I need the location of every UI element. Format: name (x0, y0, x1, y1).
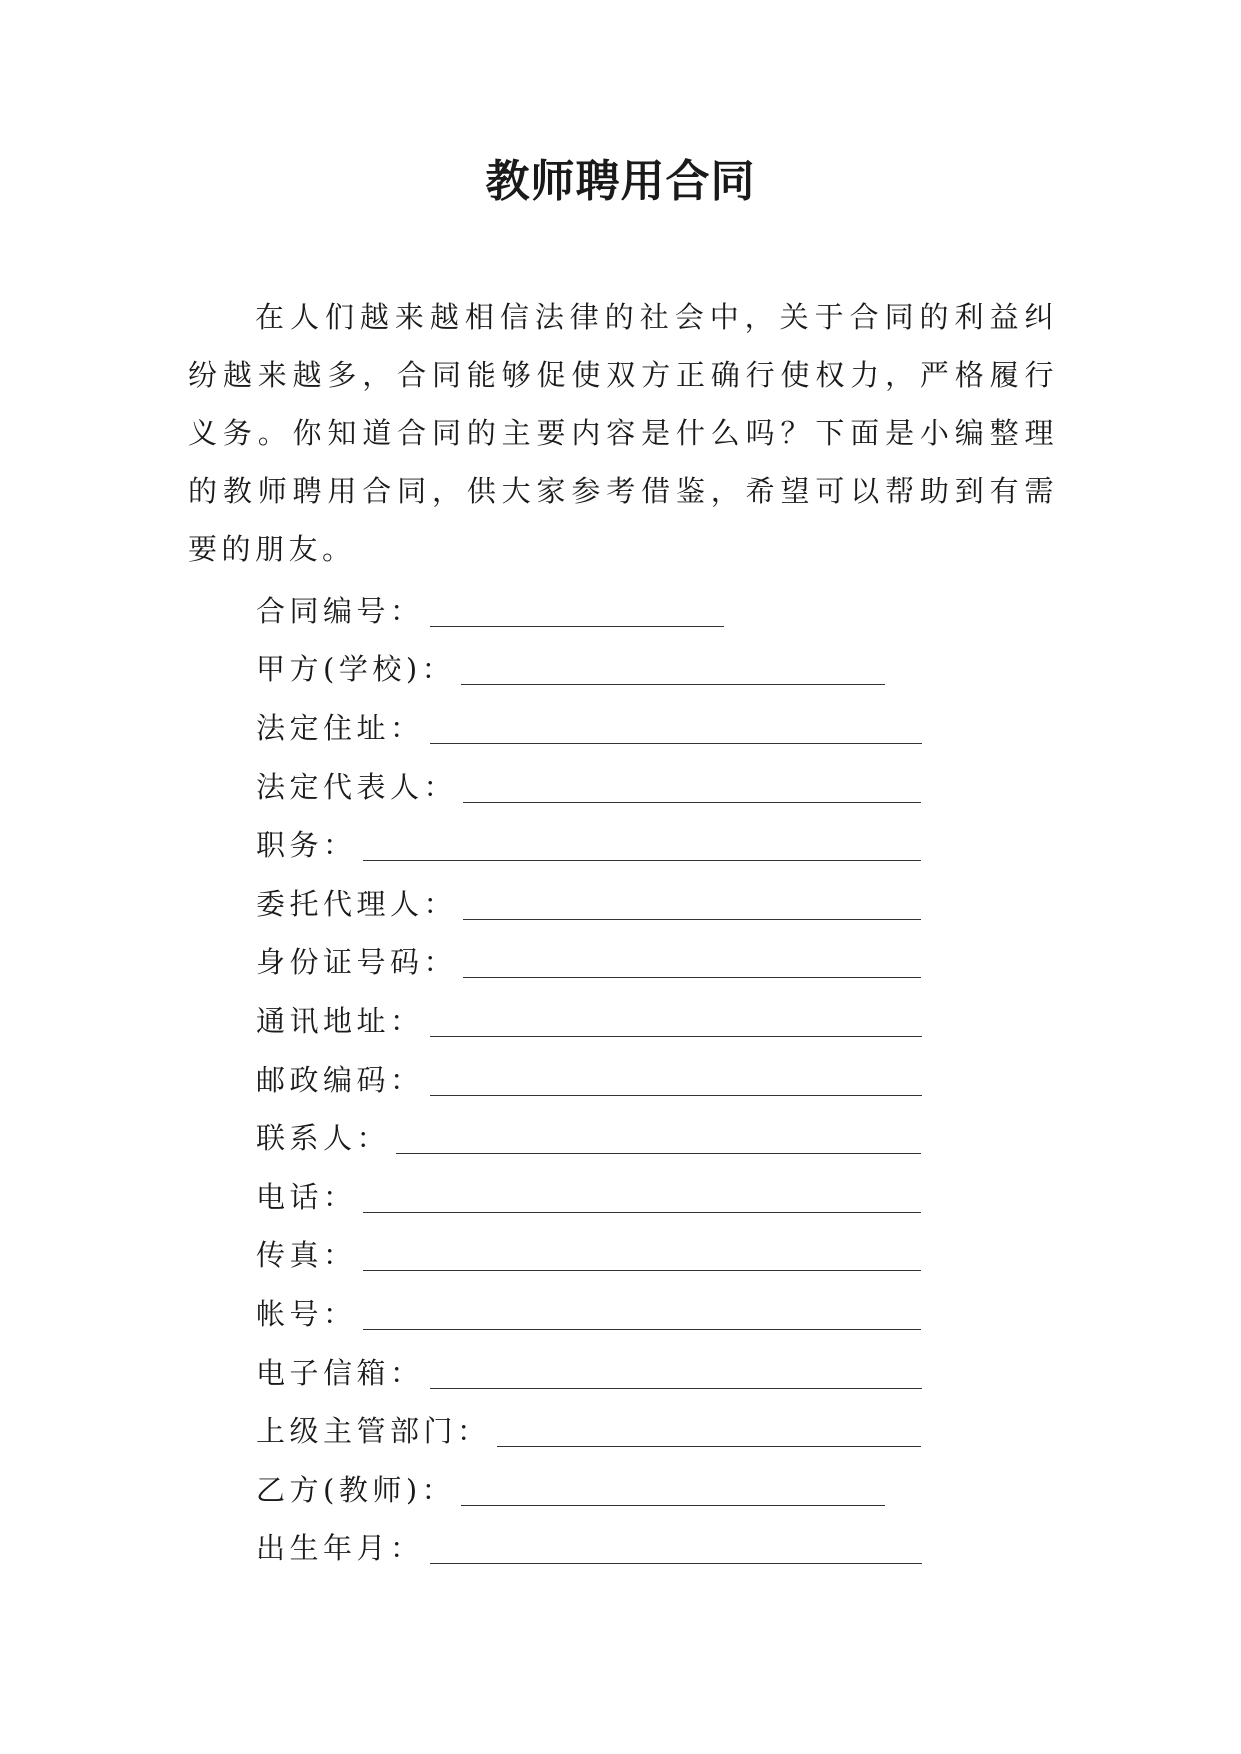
field-label: 电子信箱： (256, 1355, 424, 1390)
field-date-of-birth (256, 1518, 956, 1577)
field-mailing-address (256, 990, 956, 1049)
fill-in-blank[interactable] (430, 604, 724, 627)
field-label: 传真： (256, 1238, 357, 1273)
fill-in-blank[interactable] (363, 1248, 921, 1271)
fill-in-blank[interactable] (363, 1190, 921, 1213)
field-label: 合同编号： (256, 593, 424, 628)
field-postal-code (256, 1049, 956, 1108)
fill-in-blank[interactable] (430, 721, 922, 744)
field-label: 委托代理人： (256, 886, 458, 921)
field-label: 乙方(教师)： (256, 1472, 456, 1507)
field-party-b-teacher (256, 1459, 956, 1518)
field-supervising-department (256, 1400, 956, 1459)
fill-in-blank[interactable] (363, 838, 921, 861)
fill-in-blank[interactable] (463, 780, 921, 803)
field-label: 帐号： (256, 1296, 357, 1331)
field-email (256, 1342, 956, 1401)
intro-paragraph: 在人们越来越相信法律的社会中，关于合同的利益纠纷越来越多，合同能够促使双方正确行使权力，严格履行义务。你知道合同的主要内容是什么吗？下面是小编整理的教师聘用合同，供大家参考借鉴，希望可以帮助到有需要的朋友。 (188, 300, 1058, 566)
field-label: 上级主管部门： (256, 1414, 491, 1449)
fill-in-blank[interactable] (396, 1131, 921, 1154)
fill-in-blank[interactable] (430, 1014, 922, 1037)
fill-in-blank[interactable] (497, 1424, 921, 1447)
field-label: 通讯地址： (256, 1003, 424, 1038)
field-label: 职务： (256, 828, 357, 863)
field-contract-number (256, 580, 956, 639)
field-contact-person (256, 1107, 956, 1166)
fill-in-blank[interactable] (430, 1073, 922, 1096)
field-position (256, 814, 956, 873)
field-label: 法定住址： (256, 710, 424, 745)
field-fax (256, 1225, 956, 1284)
fill-in-blank[interactable] (463, 897, 921, 920)
field-authorized-agent (256, 873, 956, 932)
fill-in-blank[interactable] (430, 1541, 922, 1564)
field-label: 甲方(学校)： (256, 652, 456, 687)
field-label: 电话： (256, 1179, 357, 1214)
field-party-a-school (256, 639, 956, 698)
fill-in-blank[interactable] (463, 955, 921, 978)
field-label: 出生年月： (256, 1531, 424, 1566)
field-legal-representative (256, 756, 956, 815)
page-title: 教师聘用合同 (485, 156, 756, 207)
field-legal-address (256, 697, 956, 756)
fill-in-blank[interactable] (363, 1307, 921, 1330)
field-label: 身份证号码： (256, 945, 458, 980)
contract-fields (256, 580, 956, 1576)
fill-in-blank[interactable] (430, 1366, 922, 1389)
fill-in-blank[interactable] (461, 1483, 885, 1506)
field-label: 联系人： (256, 1121, 391, 1156)
field-phone (256, 1166, 956, 1225)
field-id-number (256, 932, 956, 991)
fill-in-blank[interactable] (461, 662, 885, 685)
field-label: 邮政编码： (256, 1062, 424, 1097)
field-account-number (256, 1283, 956, 1342)
field-label: 法定代表人： (256, 769, 458, 804)
